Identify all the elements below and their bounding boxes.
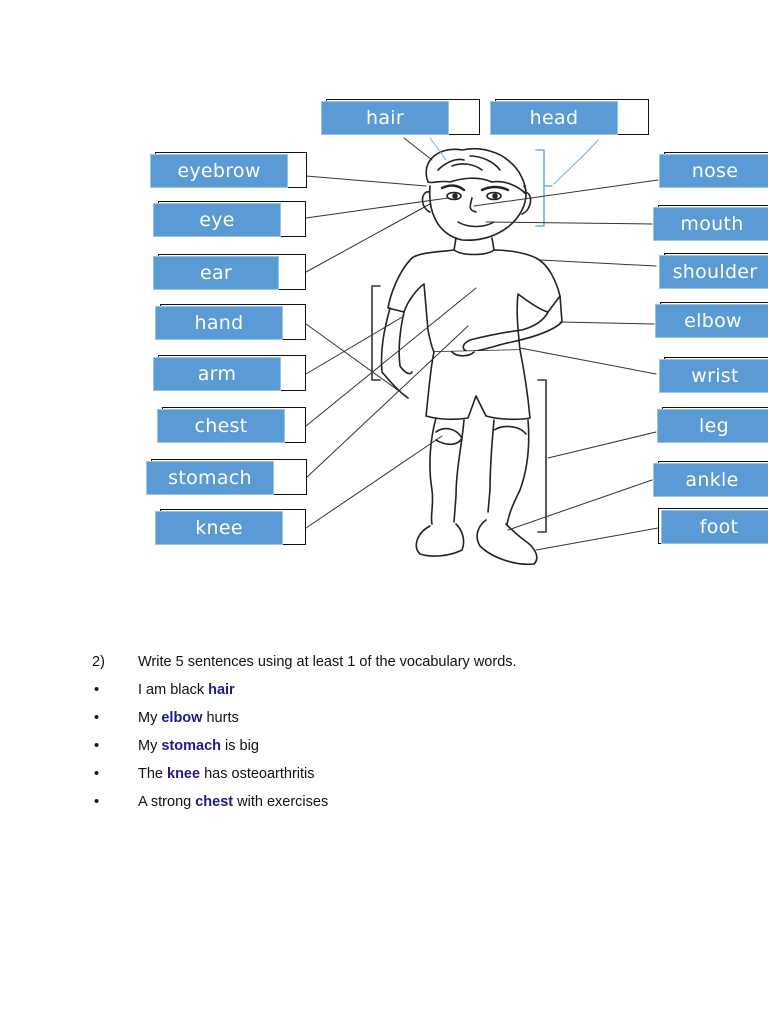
- label-arm: arm: [153, 357, 281, 391]
- list-item: [92, 738, 712, 766]
- label-knee: knee: [155, 511, 283, 545]
- sentence-text: I am black: [138, 682, 209, 698]
- label-ear: ear: [153, 256, 279, 290]
- label-wrist: wrist: [659, 359, 768, 393]
- label-box-eyebrow: [155, 152, 307, 188]
- sentence-text: My: [138, 710, 162, 726]
- label-box-ankle: [658, 461, 768, 497]
- list-item: [92, 766, 712, 794]
- list-item: [92, 794, 712, 822]
- label-box-arm: [158, 355, 306, 391]
- label-box-mouth: [658, 205, 768, 241]
- exercise-number: 2): [92, 654, 105, 670]
- vocabulary-word: chest: [195, 794, 234, 810]
- label-eye: eye: [153, 203, 281, 237]
- label-nose: nose: [659, 154, 768, 188]
- label-leg: leg: [657, 409, 768, 443]
- label-box-eye: [158, 201, 306, 237]
- label-elbow: elbow: [655, 304, 768, 338]
- label-box-knee: [160, 509, 306, 545]
- label-box-elbow: [660, 302, 768, 338]
- sentence-text: with exercises: [233, 794, 329, 810]
- label-box-hair: [326, 99, 480, 135]
- label-box-shoulder: [664, 253, 768, 289]
- vocabulary-word: knee: [167, 766, 201, 782]
- exercise-instruction-row: [92, 654, 712, 682]
- sentence-text: A strong: [138, 794, 196, 810]
- sentence-text: has osteoarthritis: [200, 766, 315, 782]
- label-box-head: [495, 99, 649, 135]
- label-eyebrow: eyebrow: [150, 154, 288, 188]
- vocabulary-word: stomach: [161, 738, 221, 754]
- vocabulary-word: elbow: [161, 710, 203, 726]
- label-box-chest: [162, 407, 306, 443]
- label-chest: chest: [157, 409, 285, 443]
- label-ankle: ankle: [653, 463, 768, 497]
- label-box-wrist: [664, 357, 768, 393]
- label-mouth: mouth: [653, 207, 768, 241]
- sentence-text: The: [138, 766, 168, 782]
- vocabulary-word: hair: [208, 682, 235, 698]
- sentence-text: is big: [221, 738, 259, 754]
- sentence-text: My: [138, 738, 162, 754]
- label-stomach: stomach: [146, 461, 274, 495]
- bullet: •: [94, 710, 100, 726]
- label-head: head: [490, 101, 618, 135]
- bullet: •: [94, 738, 100, 754]
- label-box-stomach: [151, 459, 307, 495]
- label-hand: hand: [155, 306, 283, 340]
- list-item: [92, 682, 712, 710]
- bullet: •: [94, 794, 100, 810]
- label-hair: hair: [321, 101, 449, 135]
- label-foot: foot: [661, 510, 768, 544]
- sentence-text: hurts: [202, 710, 239, 726]
- label-box-hand: [160, 304, 306, 340]
- label-box-leg: [662, 407, 768, 443]
- label-shoulder: shoulder: [659, 255, 768, 289]
- label-box-nose: [664, 152, 768, 188]
- sentence-exercise: [92, 654, 712, 822]
- exercise-instruction: Write 5 sentences using at least 1 of the vocabulary words.: [138, 654, 517, 670]
- label-box-foot: [658, 508, 768, 544]
- bullet: •: [94, 682, 100, 698]
- bullet: •: [94, 766, 100, 782]
- list-item: [92, 710, 712, 738]
- label-box-ear: [158, 254, 306, 290]
